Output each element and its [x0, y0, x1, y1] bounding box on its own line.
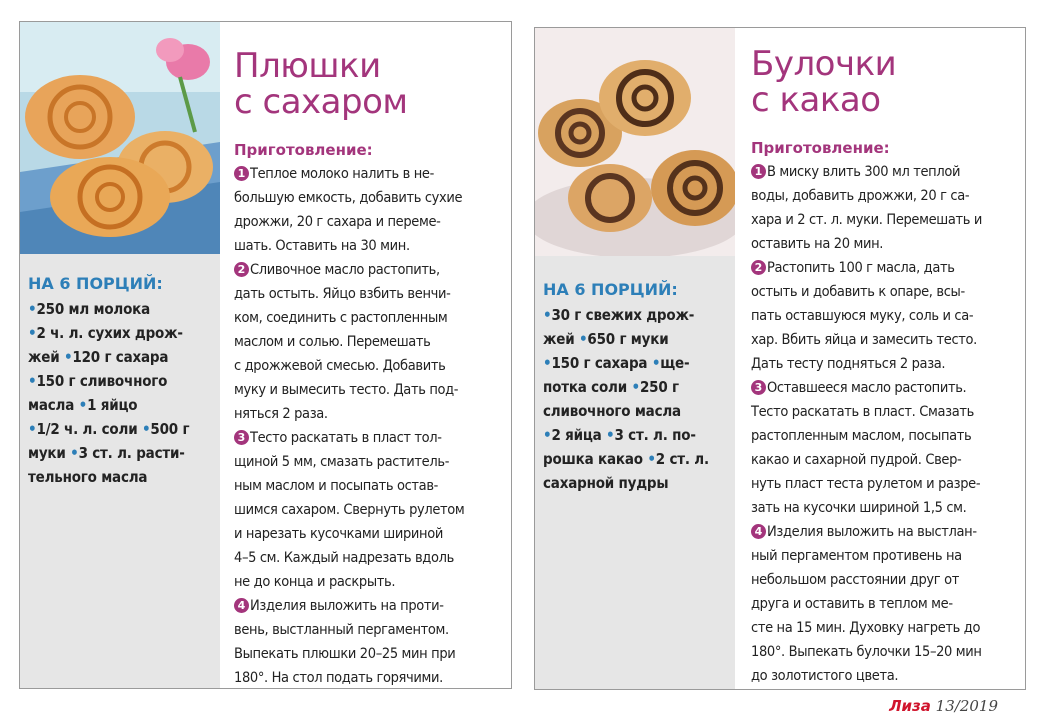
step-number-badge: 1 — [751, 164, 766, 179]
step-line — [751, 232, 1019, 256]
ingredient-line: •150 г сливочного — [28, 372, 168, 390]
ingredient-line: рошка какао •2 ст. л. — [543, 450, 709, 468]
step-line — [234, 354, 505, 378]
step-text: оставить на 20 мин. — [751, 236, 884, 252]
portions-title: НА 6 ПОРЦИЙ: — [543, 280, 678, 299]
step-line — [751, 592, 1019, 616]
step-line — [234, 570, 505, 594]
step-text: 180°. На стол подать горячими. — [234, 670, 443, 686]
step-line — [751, 160, 1019, 184]
step-line — [751, 496, 1019, 520]
step-number-badge: 1 — [234, 166, 249, 181]
step-line — [234, 450, 505, 474]
step-line — [234, 234, 505, 258]
preparation-heading: Приготовление: — [751, 139, 890, 157]
step-line — [751, 400, 1019, 424]
step-number-badge: 2 — [234, 262, 249, 277]
bullet: • — [28, 300, 37, 318]
step-line — [234, 546, 505, 570]
step-text: друга и оставить в теплом ме- — [751, 596, 953, 612]
step-line — [234, 618, 505, 642]
bullet: • — [28, 372, 37, 390]
step-line — [234, 210, 505, 234]
bullet: • — [78, 396, 88, 414]
ingredients-sidebar — [20, 22, 220, 688]
bullet: • — [543, 426, 552, 444]
step-text: ным маслом и посыпать остав- — [234, 478, 439, 494]
bullet: • — [578, 330, 588, 348]
recipe-main — [234, 48, 505, 690]
ingredient-line: •30 г свежих дрож- — [543, 306, 695, 324]
step-text: Сливочное масло растопить, — [250, 262, 440, 278]
step-text: нуть пласт теста рулетом и разре- — [751, 476, 981, 492]
recipe-main — [751, 46, 1019, 688]
step-text: вень, выстланный пергаментом. — [234, 622, 449, 638]
step-line — [751, 352, 1019, 376]
ingredient-line: жей •120 г сахара — [28, 348, 169, 366]
preparation-steps — [751, 160, 1019, 688]
step-line — [751, 472, 1019, 496]
bullet: • — [543, 306, 552, 324]
ingredient-line: масла •1 яйцо — [28, 396, 138, 414]
step-text: Изделия выложить на выстлан- — [767, 524, 977, 540]
step-line — [234, 642, 505, 666]
step-number-badge: 4 — [234, 598, 249, 613]
step-text: сте на 15 мин. Духовку нагреть до — [751, 620, 981, 636]
step-text: В миску влить 300 мл теплой — [767, 164, 961, 180]
step-text: шать. Оставить на 30 мин. — [234, 238, 410, 254]
step-line — [234, 522, 505, 546]
step-line — [751, 256, 1019, 280]
bullet: • — [70, 444, 79, 462]
step-line — [751, 376, 1019, 400]
ingredient-line: •1/2 ч. л. соли •500 г — [28, 420, 190, 438]
step-text: ный пергаментом противень на — [751, 548, 962, 564]
step-text: 4–5 см. Каждый надрезать вдоль — [234, 550, 454, 566]
step-text: с дрожжевой смесью. Добавить — [234, 358, 446, 374]
bullet: • — [28, 324, 37, 342]
step-line — [234, 306, 505, 330]
step-number-badge: 3 — [751, 380, 766, 395]
step-line — [751, 328, 1019, 352]
step-line — [751, 448, 1019, 472]
step-line — [234, 426, 505, 450]
ingredient-line: потка соли •250 г — [543, 378, 679, 396]
step-text: 180°. Выпекать булочки 15–20 мин — [751, 644, 982, 660]
ingredient-line: •250 мл молока — [28, 300, 151, 318]
bullet: • — [63, 348, 73, 366]
step-text: не до конца и раскрыть. — [234, 574, 396, 590]
step-text: маслом и солью. Перемешать — [234, 334, 431, 350]
step-line — [234, 666, 505, 690]
recipe-title-line: с какао — [751, 80, 881, 120]
ingredient-line: муки •3 ст. л. расти- — [28, 444, 185, 462]
recipe-card-plushki — [19, 21, 512, 689]
bullet: • — [651, 354, 661, 372]
step-text: пать оставшуюся муку, соль и са- — [751, 308, 974, 324]
step-line — [234, 378, 505, 402]
step-number-badge: 3 — [234, 430, 249, 445]
step-text: хара и 2 ст. л. муки. Перемешать и — [751, 212, 983, 228]
step-text: Изделия выложить на проти- — [250, 598, 444, 614]
step-text: Теплое молоко налить в не- — [250, 166, 434, 182]
bullet: • — [606, 426, 615, 444]
recipe-title — [751, 46, 1019, 118]
ingredient-line: жей •650 г муки — [543, 330, 669, 348]
recipe-card-bulochki — [534, 27, 1026, 690]
ingredient-line: •2 яйца •3 ст. л. по- — [543, 426, 696, 444]
step-text: дать остыть. Яйцо взбить венчи- — [234, 286, 451, 302]
magazine-name: Лиза — [889, 697, 931, 715]
step-line — [234, 186, 505, 210]
recipe-title-line: Булочки — [751, 44, 897, 84]
step-line — [234, 402, 505, 426]
step-text: остыть и добавить к опаре, всы- — [751, 284, 965, 300]
ingredient-list — [28, 297, 216, 489]
step-text: Оставшееся масло растопить. — [767, 380, 967, 396]
step-line — [234, 474, 505, 498]
issue-number: 13/2019 — [935, 697, 998, 715]
step-line — [751, 616, 1019, 640]
ingredient-line: сливочного масла — [543, 402, 681, 420]
step-text: ком, соединить с растопленным — [234, 310, 448, 326]
step-text: Растопить 100 г масла, дать — [767, 260, 955, 276]
step-text: воды, добавить дрожжи, 20 г са- — [751, 188, 970, 204]
step-text: муку и вымесить тесто. Дать под- — [234, 382, 459, 398]
step-line — [751, 640, 1019, 664]
step-text: и нарезать кусочками шириной — [234, 526, 443, 542]
ingredient-line: сахарной пудры — [543, 474, 669, 492]
step-line — [234, 162, 505, 186]
step-text: большую емкость, добавить сухие — [234, 190, 463, 206]
step-line — [234, 330, 505, 354]
ingredient-line: •2 ч. л. сухих дрож- — [28, 324, 183, 342]
ingredients-block — [28, 274, 216, 489]
step-text: Тесто раскатать в пласт. Смазать — [751, 404, 974, 420]
ingredients-block — [543, 280, 731, 495]
step-line — [234, 498, 505, 522]
step-line — [751, 568, 1019, 592]
preparation-steps — [234, 162, 505, 690]
step-text: Выпекать плюшки 20–25 мин при — [234, 646, 456, 662]
ingredient-line: тельного масла — [28, 468, 148, 486]
step-number-badge: 2 — [751, 260, 766, 275]
step-line — [234, 282, 505, 306]
ingredient-line: •150 г сахара •ще- — [543, 354, 690, 372]
page-footer — [889, 697, 998, 715]
step-text: дрожжи, 20 г сахара и переме- — [234, 214, 441, 230]
step-line — [234, 258, 505, 282]
step-text: Дать тесту подняться 2 раза. — [751, 356, 946, 372]
step-line — [751, 664, 1019, 688]
bulochki-photo — [535, 28, 735, 256]
step-text: небольшом расстоянии друг от — [751, 572, 959, 588]
step-text: хар. Вбить яйца и замесить тесто. — [751, 332, 977, 348]
bullet: • — [631, 378, 640, 396]
step-line — [234, 594, 505, 618]
step-text: зать на кусочки шириной 1,5 см. — [751, 500, 967, 516]
step-text: растопленным маслом, посыпать — [751, 428, 972, 444]
plushki-photo — [20, 22, 220, 254]
bullet: • — [28, 420, 37, 438]
step-number-badge: 4 — [751, 524, 766, 539]
step-text: щиной 5 мм, смазать раститель- — [234, 454, 450, 470]
step-line — [751, 304, 1019, 328]
step-line — [751, 184, 1019, 208]
step-text: какао и сахарной пудрой. Свер- — [751, 452, 962, 468]
step-line — [751, 544, 1019, 568]
preparation-heading: Приготовление: — [234, 141, 373, 159]
step-text: шимся сахаром. Свернуть рулетом — [234, 502, 465, 518]
step-line — [751, 520, 1019, 544]
recipe-title-line: Плюшки — [234, 46, 381, 86]
recipe-title-line: с сахаром — [234, 82, 408, 122]
bullet: • — [647, 450, 656, 468]
ingredient-list — [543, 303, 731, 495]
ingredients-sidebar — [535, 28, 735, 689]
recipe-title — [234, 48, 505, 120]
step-text: до золотистого цвета. — [751, 668, 899, 684]
step-text: Тесто раскатать в пласт тол- — [250, 430, 442, 446]
step-line — [751, 424, 1019, 448]
bullet: • — [543, 354, 552, 372]
step-line — [751, 208, 1019, 232]
bullet: • — [141, 420, 151, 438]
step-line — [751, 280, 1019, 304]
portions-title: НА 6 ПОРЦИЙ: — [28, 274, 163, 293]
step-text: няться 2 раза. — [234, 406, 328, 422]
